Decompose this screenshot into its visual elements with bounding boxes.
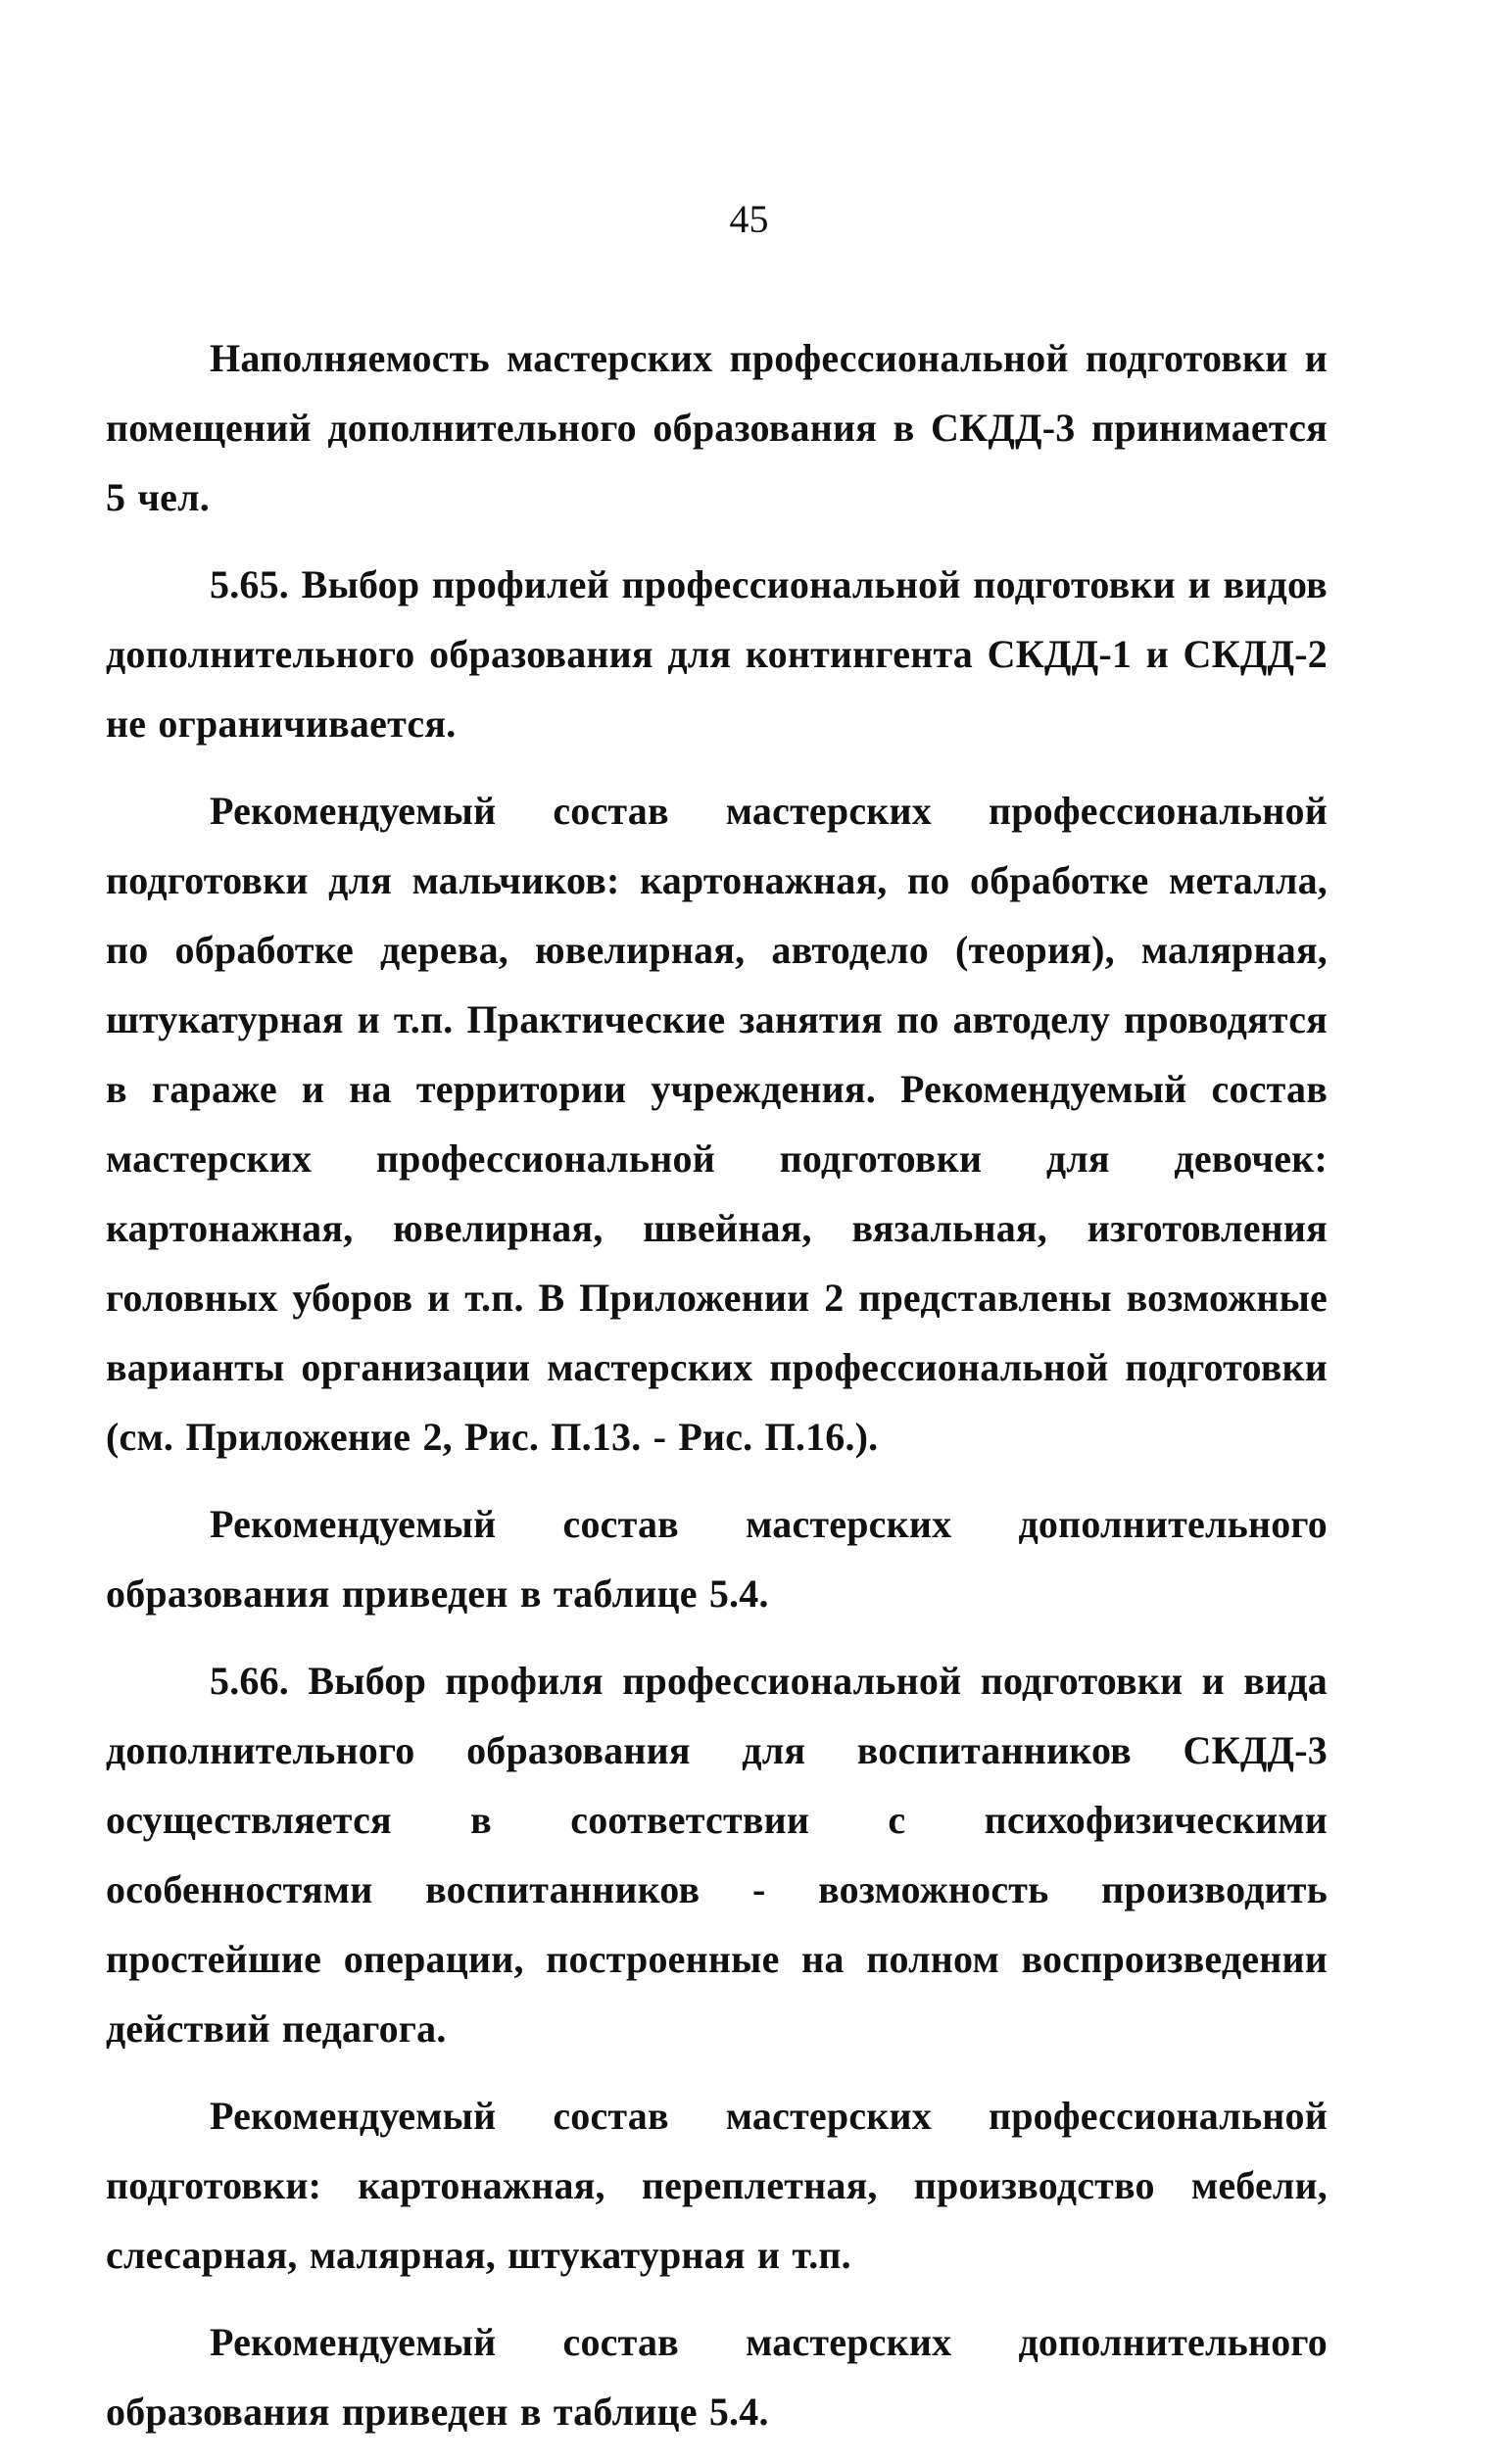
page-number: 45 <box>729 197 769 241</box>
paragraph-table-reference-1: Рекомендуемый состав мастерских дополнительного образования приведен в таблице 5.4. <box>106 1502 1328 1616</box>
paragraph-5-66: 5.66. Выбор профиля профессиональной подготовки и вида дополнительного образования для воспитанников СКДД-3 осуществляется в соответствии с психофизическими особенностями воспитанников - возможность производить простейшие операции, построенные на полном воспроизведении действий педагога. <box>106 1659 1328 2051</box>
paragraph-5-65: 5.65. Выбор профилей профессиональной подготовки и видов дополнительного образования для контингента СКДД-1 и СКДД-2 не ограничивается. <box>106 562 1328 746</box>
paragraph-workshops-skdd3: Рекомендуемый состав мастерских профессиональной подготовки: картонажная, переплетная, производство мебели, слесарная, малярная, штукатурная и т.п. <box>106 2094 1328 2277</box>
paragraph-table-reference-2: Рекомендуемый состав мастерских дополнительного образования приведен в таблице 5.4. <box>106 2320 1328 2434</box>
body-text <box>106 323 1328 2464</box>
paragraph-occupancy: Наполняемость мастерских профессиональной подготовки и помещений дополнительного образования в СКДД-3 принимается 5 чел. <box>106 336 1328 519</box>
paragraph-workshops-boys-girls: Рекомендуемый состав мастерских профессиональной подготовки для мальчиков: картонажная, по обработке металла, по обработке дерева, ювелирная, автодело (теория), малярная, штукатурная и т.п. Практические занятия по автоделу проводятся в гараже и на территории учреждения. Рекомендуемый состав мастерских профессиональной подготовки для девочек: картонажная, ювелирная, швейная, вязальная, изготовления головных уборов и т.п. В Приложении 2 представлены возможные варианты организации мастерских профессиональной подготовки (см. Приложение 2, Рис. П.13. - Рис. П.16.). <box>106 789 1328 1459</box>
